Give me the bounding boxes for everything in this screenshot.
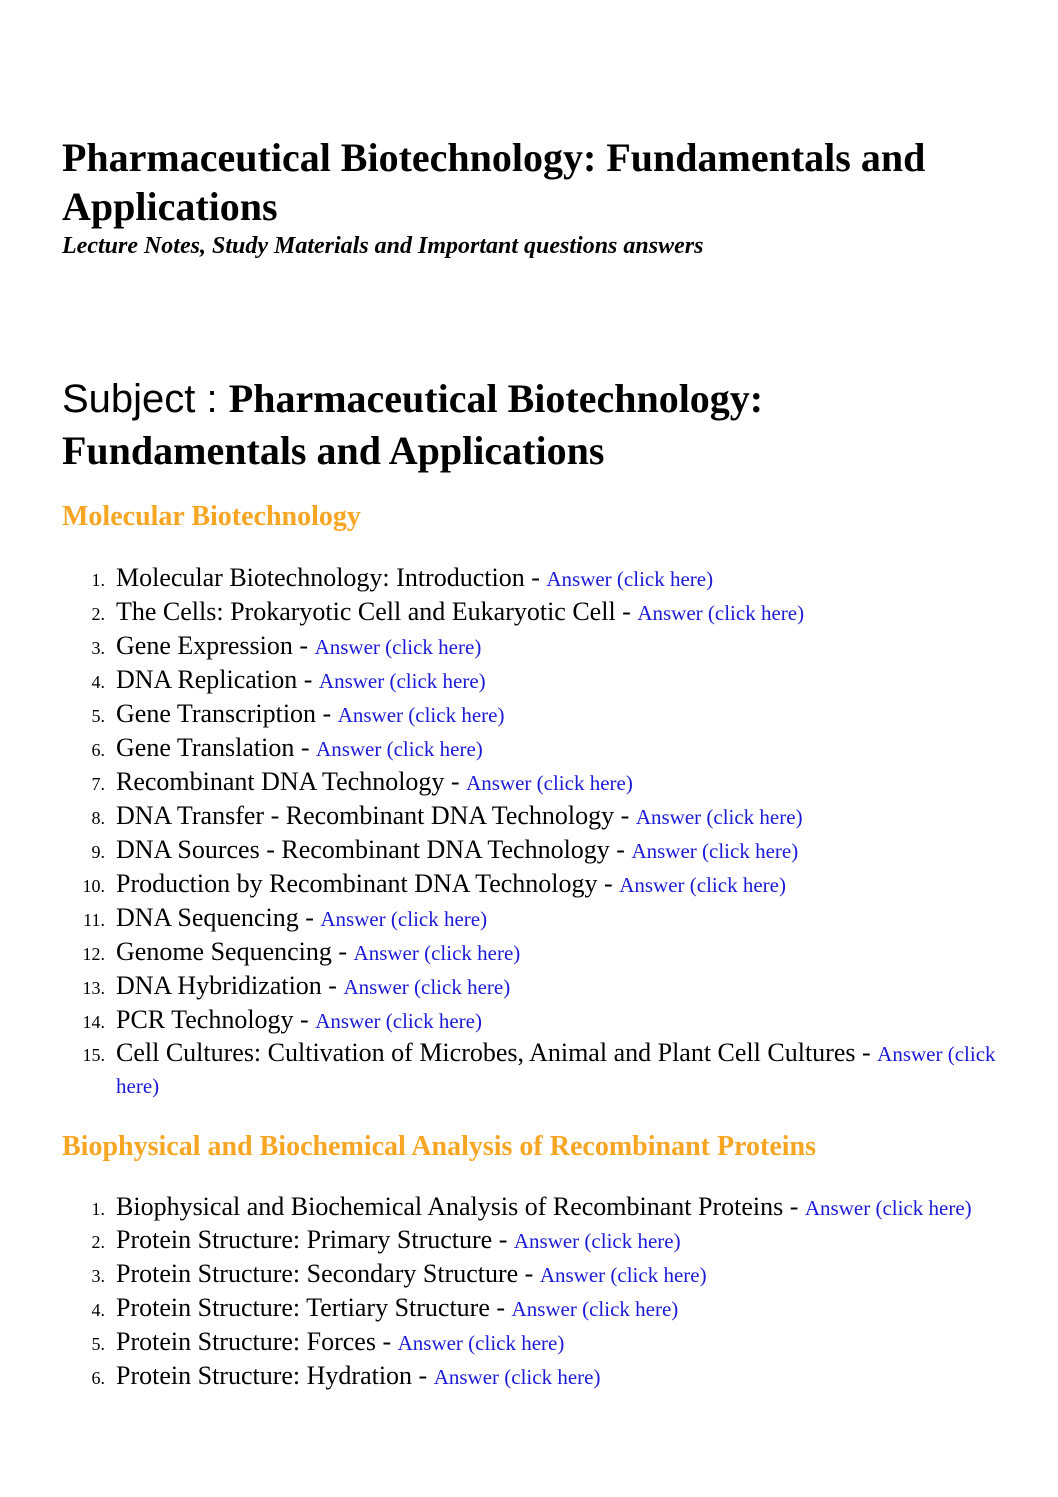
answer-link[interactable]: Answer (click here) [353,941,521,965]
list-item [62,901,1002,935]
item-number: 15. [82,1045,105,1065]
item-number: 5. [91,706,105,726]
answer-link[interactable]: Answer (click here) [513,1229,681,1253]
answer-link[interactable]: Answer (click here) [631,839,799,863]
item-text: Production by Recombinant DNA Technology - [116,869,620,898]
answer-link[interactable]: Answer (click here) [546,567,714,591]
list-item [62,799,1002,833]
section-molecular-biotechnology [62,500,1002,1101]
item-text: Protein Structure: Tertiary Structure - [116,1293,512,1322]
list-item [62,1037,1002,1101]
document-page [62,133,1002,1390]
item-text: Cell Cultures: Cultivation of Microbes, Animal and Plant Cell Cultures - [116,1038,878,1067]
answer-link[interactable]: Answer (click here) [315,1009,482,1033]
item-text: Protein Structure: Hydration - [116,1361,434,1390]
item-number: 1. [91,570,105,590]
answer-link[interactable]: Answer (click here) [635,805,803,829]
item-number: 4. [91,672,105,692]
item-text: DNA Replication - [116,665,319,694]
list-item [62,969,1002,1003]
item-number: 2. [91,1232,105,1252]
list-item [62,867,1002,901]
list-item [62,1325,1002,1359]
item-text: DNA Hybridization - [116,971,344,1000]
list-item [62,561,1002,595]
answer-link[interactable]: Answer (click here) [637,601,805,625]
item-text: DNA Transfer - Recombinant DNA Technology - [116,801,636,830]
subject-name: Pharmaceutical Biotechnology: Fundamentals and Applications [62,376,764,473]
item-number: 4. [91,1300,105,1320]
answer-link[interactable]: Answer (click here) [433,1365,601,1389]
item-number: 9. [91,842,105,862]
item-number: 3. [91,638,105,658]
answer-link[interactable]: Answer (click here) [804,1196,972,1220]
list-item [62,629,1002,663]
answer-link[interactable]: Answer (click here) [343,975,511,999]
item-text: Protein Structure: Secondary Structure - [116,1259,540,1288]
item-number: 12. [82,944,105,964]
list-item [62,663,1002,697]
item-text: Molecular Biotechnology: Introduction - [116,563,547,592]
item-text: The Cells: Prokaryotic Cell and Eukaryotic Cell - [116,597,638,626]
list-item [62,595,1002,629]
item-number: 10. [82,876,105,896]
answer-link[interactable]: Answer (click here) [316,737,483,761]
list-item [62,1257,1002,1291]
item-text: Protein Structure: Forces - [116,1327,398,1356]
answer-link[interactable]: Answer (click here) [337,703,505,727]
page-subtitle: Lecture Notes, Study Materials and Important questions answers [62,233,704,259]
list-item [62,765,1002,799]
item-text: Gene Translation - [116,733,317,762]
subject-heading [62,373,1002,476]
list-item [62,1191,1002,1223]
item-number: 11. [83,910,105,930]
list-item [62,1291,1002,1325]
answer-link[interactable]: Answer (click here) [539,1263,707,1287]
item-text: Gene Transcription - [116,699,338,728]
item-number: 3. [91,1266,105,1286]
section-biophysical-analysis [62,1130,1002,1393]
item-number: 7. [91,774,105,794]
list-item [62,935,1002,969]
answer-link[interactable]: Answer (click here) [116,1042,996,1098]
item-text: Protein Structure: Primary Structure - [116,1225,514,1254]
item-text: PCR Technology - [116,1005,316,1034]
item-number: 14. [82,1012,105,1032]
item-text: DNA Sources - Recombinant DNA Technology - [116,835,632,864]
list-item [62,833,1002,867]
topic-list [62,1191,1002,1393]
item-number: 6. [91,740,105,760]
topic-list [62,561,1002,1101]
item-number: 6. [91,1368,105,1388]
section-title: Molecular Biotechnology [62,501,361,532]
item-number: 1. [91,1199,105,1219]
page-title: Pharmaceutical Biotechnology: Fundamentals and Applications [62,135,926,229]
answer-link[interactable]: Answer (click here) [320,907,488,931]
item-text: Recombinant DNA Technology - [116,767,467,796]
item-number: 13. [82,978,105,998]
answer-link[interactable]: Answer (click here) [314,635,482,659]
list-item [62,1003,1002,1037]
list-item [62,1359,1002,1393]
item-text: DNA Sequencing - [116,903,321,932]
answer-link[interactable]: Answer (click here) [511,1297,679,1321]
list-item [62,697,1002,731]
answer-link[interactable]: Answer (click here) [619,873,786,897]
answer-link[interactable]: Answer (click here) [318,669,486,693]
item-text: Biophysical and Biochemical Analysis of Recombinant Proteins - [116,1192,805,1221]
item-text: Gene Expression - [116,631,315,660]
item-text: Genome Sequencing - [116,937,354,966]
item-number: 2. [91,604,105,624]
item-number: 5. [91,1334,105,1354]
list-item [62,731,1002,765]
answer-link[interactable]: Answer (click here) [466,771,633,795]
item-number: 8. [91,808,105,828]
answer-link[interactable]: Answer (click here) [397,1331,565,1355]
list-item [62,1223,1002,1257]
subject-prefix: Subject : [62,377,229,421]
section-title: Biophysical and Biochemical Analysis of Recombinant Proteins [62,1131,816,1162]
